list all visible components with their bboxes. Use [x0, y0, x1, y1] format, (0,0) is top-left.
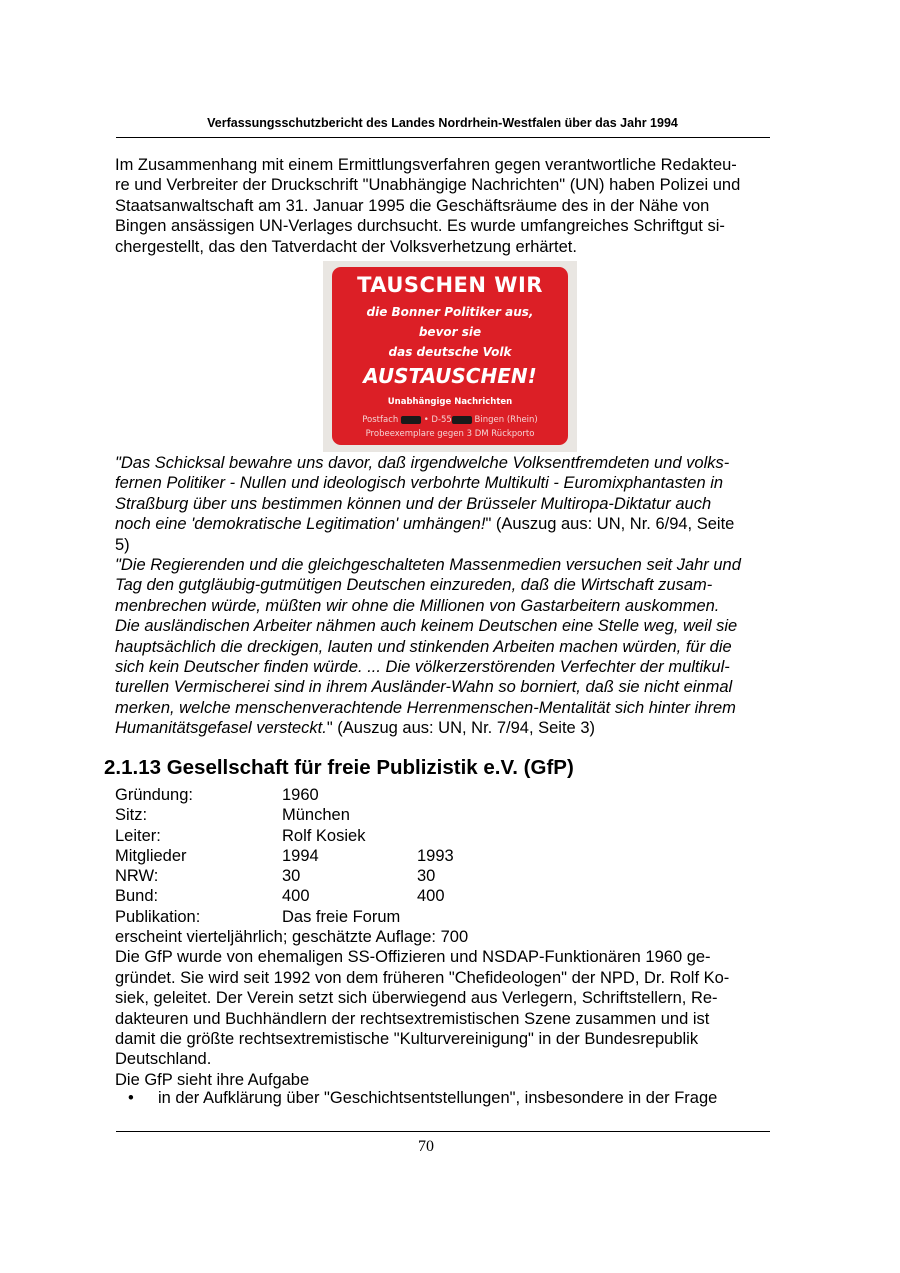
intro-paragraph — [115, 155, 787, 257]
text-line: Die GfP wurde von ehemaligen SS-Offizieren und NSDAP-Funktionären 1960 ge- — [115, 948, 711, 967]
quote-block-1 — [115, 453, 787, 555]
text-line: gründet. Sie wird seit 1992 von dem früheren "Chefideologen" der NPD, Dr. Rolf Ko- — [115, 968, 730, 987]
fact-value-2: 1993 — [417, 846, 454, 865]
quote-italic-part: Humanitätsgefasel versteckt. — [115, 719, 327, 738]
fact-label: NRW: — [115, 867, 159, 886]
text-line: dakteuren und Buchhändlern der rechtsextremistischen Szene zusammen und ist — [115, 1009, 710, 1028]
text-line: chergestellt, das den Tatverdacht der Volksverhetzung erhärtet. — [115, 237, 577, 256]
quote-line: "Das Schicksal bewahre uns davor, daß irgendwelche Volksentfremdeten und volks- — [115, 454, 730, 472]
fact-label: Gründung: — [115, 786, 193, 804]
fact-label: Mitglieder — [115, 846, 187, 865]
fact-value: 1960 — [282, 786, 319, 804]
flyer-publisher: Unabhängige Nachrichten — [387, 397, 513, 407]
quote-line: turellen Vermischerei sind in ihrem Ausländer-Wahn so borniert, daß sie nicht einmal — [115, 678, 733, 697]
flyer-image — [323, 261, 577, 452]
quote-block-2 — [115, 555, 787, 739]
text-line: Die GfP sieht ihre Aufgabe — [115, 1070, 310, 1089]
header-rule — [116, 137, 770, 138]
fact-label: Bund: — [115, 887, 159, 906]
flyer-address-part: • D-55 — [423, 415, 452, 425]
bullet-icon: • — [128, 1089, 134, 1107]
fact-value: Rolf Kosiek — [282, 826, 366, 845]
flyer-headline: TAUSCHEN WIR — [357, 273, 543, 297]
redaction-mark — [401, 416, 421, 424]
quote-line — [115, 718, 787, 738]
flyer-address-part: Postfach — [362, 415, 399, 425]
footer-rule — [116, 1131, 770, 1132]
flyer-red-panel — [332, 267, 568, 445]
quote-line: Straßburg über uns bestimmen können und der Brüsseler Multiropa-Diktatur auch — [115, 494, 712, 513]
quote-line: fernen Politiker - Nullen und ideologisch verbohrte Multikulti - Euromixphantasten in — [115, 474, 724, 493]
quote-citation: " (Auszug aus: UN, Nr. 7/94, Seite 3) — [326, 719, 595, 738]
flyer-line: bevor sie — [418, 325, 482, 339]
section-heading: 2.1.13 Gesellschaft für freie Publizistik e.V. (GfP) — [104, 756, 574, 779]
text-line: Staatsanwaltschaft am 31. Januar 1995 die Geschäftsräume des in der Nähe von — [115, 196, 710, 215]
quote-line: "Die Regierenden und die gleichgeschalteten Massenmedien versuchen seit Jahr und — [115, 556, 741, 574]
text-line: siek, geleitet. Der Verein setzt sich überwiegend aus Verlegern, Schriftstellern, Re- — [115, 989, 718, 1008]
fact-label: Publikation: — [115, 907, 201, 926]
bullet-item — [128, 1089, 717, 1108]
redaction-mark — [452, 416, 472, 424]
fact-value: 30 — [282, 867, 301, 886]
text-line: re und Verbreiter der Druckschrift "Unabhängige Nachrichten" (UN) haben Polizei und — [115, 176, 741, 195]
text-line: Im Zusammenhang mit einem Ermittlungsverfahren gegen verantwortliche Redakteu- — [115, 156, 737, 174]
running-header: Verfassungsschutzbericht des Landes Nordrhein-Westfalen über das Jahr 1994 — [207, 116, 678, 130]
fact-value: Das freie Forum — [282, 907, 401, 926]
quote-italic-part: noch eine 'demokratische Legitimation' umhängen! — [115, 515, 486, 534]
text-line: erscheint vierteljährlich; geschätzte Auflage: 700 — [115, 928, 469, 946]
text-line: Deutschland. — [115, 1050, 212, 1069]
page-number: 70 — [418, 1138, 434, 1155]
flyer-headline-2: AUSTAUSCHEN! — [363, 364, 537, 388]
quote-line — [115, 514, 787, 534]
fact-value: München — [282, 806, 350, 825]
flyer-line: das deutsche Volk — [388, 345, 512, 359]
section-body — [115, 927, 787, 1090]
quote-line: Tag den gutgläubig-gutmütigen Deutschen einzureden, daß die Wirtschaft zusam- — [115, 576, 713, 595]
quote-line: Die ausländischen Arbeiter nähmen auch keinem Deutschen eine Stelle weg, weil sie — [115, 617, 738, 636]
fact-label: Sitz: — [115, 806, 148, 825]
quote-line: sich kein Deutscher finden würde. ... Die völkerzerstörenden Verfechter der multikul- — [115, 658, 730, 677]
quote-line: menbrechen würde, müßten wir ohne die Millionen von Gastarbeitern auskommen. — [115, 596, 720, 615]
fact-label: Leiter: — [115, 826, 161, 845]
quote-line: merken, welche menschenverachtende Herrenmenschen-Mentalität sich hinter ihrem — [115, 698, 736, 717]
fact-value: 400 — [282, 887, 310, 906]
fact-value-2: 30 — [417, 867, 436, 886]
text-line: Bingen ansässigen UN-Verlages durchsucht. Es wurde umfangreiches Schriftgut si- — [115, 217, 725, 236]
fact-value-2: 400 — [417, 887, 445, 906]
quote-citation: " (Auszug aus: UN, Nr. 6/94, Seite — [485, 515, 735, 534]
fact-value: 1994 — [282, 846, 319, 865]
quote-line: hauptsächlich die dreckigen, lauten und stinkenden Arbeiten machen würden, für die — [115, 637, 732, 656]
flyer-sample-note: Probeexemplare gegen 3 DM Rückporto — [365, 429, 535, 439]
bullet-text: in der Aufklärung über "Geschichtsentstellungen", insbesondere in der Frage — [158, 1089, 718, 1107]
flyer-address — [332, 415, 568, 425]
flyer-address-part: Bingen (Rhein) — [474, 415, 538, 425]
flyer-line: die Bonner Politiker aus, — [366, 305, 534, 319]
quote-citation-tail: 5) — [115, 535, 130, 554]
text-line: damit die größte rechtsextremistische "Kulturvereinigung" in der Bundesrepublik — [115, 1030, 699, 1049]
